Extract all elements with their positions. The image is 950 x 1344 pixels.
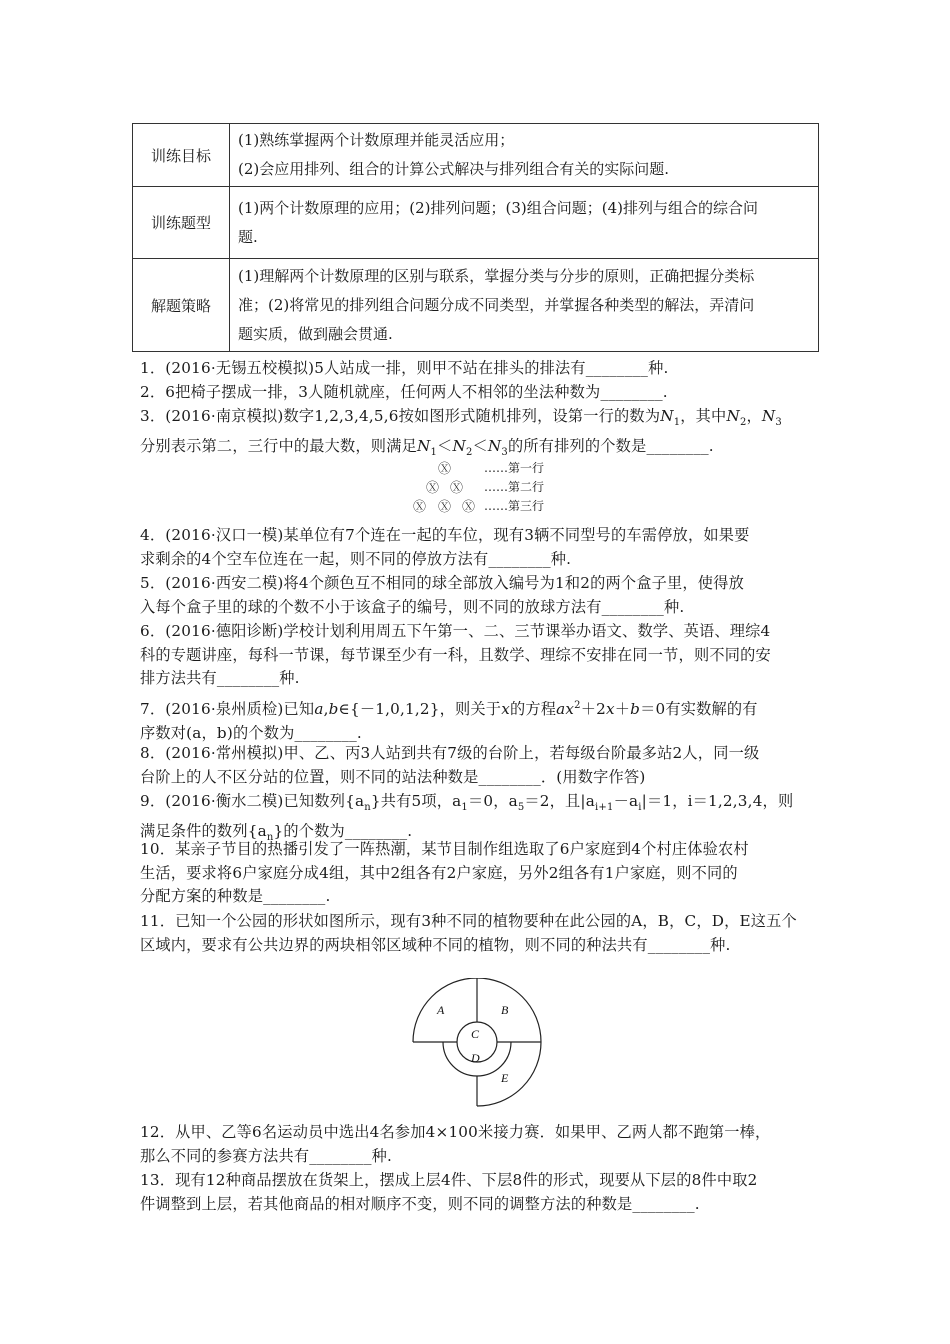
triangle-figure [410,458,570,518]
q9-text: 满足条件的数列{a [140,821,267,840]
intro-content [230,187,819,259]
question-10 [140,838,820,909]
q9-text: }共有5项，a [370,792,462,810]
q-line: 科的专题讲座，每科一节课，每节课至少有一科，且数学、理综不安排在同一节，则不同的安 [140,645,771,664]
q9-text: －a [613,792,639,810]
q7-text: ＝0有实数解的有 [640,700,758,719]
q-line: 入每个盒子里的球的个数不小于该盒子的编号，则不同的放球方法有________种. [140,597,685,616]
q7-text: 序数对(a，b)的个数为________. [140,723,362,742]
q-line: 5．(2016·西安二模)将4个颜色互不相同的球全部放入编号为1和2的两个盒子里，使得放 [140,574,744,592]
question-4 [140,524,820,571]
region-c-label: C [471,1027,480,1041]
number-slot-icon: Ⓧ [450,481,464,496]
number-slot-icon: Ⓧ [438,462,452,477]
question-6 [140,620,820,691]
q-line: 8．(2016·常州模拟)甲、乙、丙3人站到共有7级的台阶上，若每级台阶最多站2人，同一级 [140,744,760,762]
row-label: ……第一行 [484,461,545,475]
q-line: 11．已知一个公园的形状如图所示，现有3种不同的植物要种在此公园的A，B，C，D，E这五个 [140,912,797,930]
q7-text: 的方程 [509,700,557,719]
outer-arc-bottom-right [477,1042,541,1106]
question-12 [140,1121,820,1168]
q9-text: ＝2，且|a [524,792,596,810]
question-2: 2．6把椅子摆成一排，3人随机就座，任何两人不相邻的坐法种数为________. [140,383,668,401]
question-3: 3．(2016·南京模拟)数字1,2,3,4,5,6按如图形式随机排列，设第一行的数为$N_1$，其中$N_2$，$N_3$ 分别表示第二，三行中的最大数，则满足$N_1<N_2<N_3$的所有排列的个数是________. [140,407,782,458]
intro-label: 训练题型 [133,187,230,259]
q-line: 12．从甲、乙等6名运动员中选出4名参加4×100米接力赛．如果甲、乙两人都不跑第一棒， [140,1123,771,1141]
intro-content [230,124,819,187]
q9-text: }的个数为________. [273,821,413,840]
q-line: 那么不同的参赛方法共有________种. [140,1146,393,1165]
number-slot-icon: Ⓧ [462,500,476,515]
q3-var: N [761,407,776,425]
intro-line: (1)理解两个计数原理的区别与联系，掌握分类与分步的原则，正确把握分类标 [238,266,755,285]
intro-table [132,123,819,352]
intro-line: 准；(2)将常见的排列组合问题分成不同类型，并掌握各种类型的解法，弄清问 [238,295,755,314]
q-line: 生活，要求将6户家庭分成4组，其中2组各有2户家庭，另外2组各有1户家庭，则不同的 [140,863,738,882]
intro-row-strategy [133,259,819,352]
number-slot-icon: Ⓧ [413,500,427,515]
q-line: 求剩余的4个空车位连在一起，则不同的停放方法有________种. [140,549,572,568]
q-line: 10．某亲子节目的热播引发了一阵热潮，某节目制作组选取了6户家庭到4个村庄体验农村 [140,840,749,858]
q3-text: ， [746,407,762,425]
question-5 [140,572,820,619]
question-13 [140,1169,820,1216]
region-e-label: E [501,1071,509,1085]
q9-text: 9．(2016·衡水二模)已知数列{a [140,792,365,810]
question-1: 1．(2016·无锡五校模拟)5人站成一排，则甲不站在排头的排法有________种. [140,359,669,377]
question-7: 7．(2016·泉州质检)已知a,b∈{－1,0,1,2}，则关于x的方程$ax^2+2x+b=0$有实数解的有 序数对(a，b)的个数为________. [140,700,758,742]
intro-content [230,259,819,352]
row-label: ……第二行 [484,480,545,494]
q9-text: |＝1，i＝1,2,3,4，则 [641,792,794,810]
question-8 [140,742,820,789]
q7-text: ∈{－1,0,1,2}，则关于 [338,700,502,719]
q-line: 件调整到上层，若其他商品的相对顺序不变，则不同的调整方法的种数是________. [140,1194,700,1213]
intro-row-goal [133,124,819,187]
region-a-label: A [437,1003,445,1017]
q-line: 6．(2016·德阳诊断)学校计划利用周五下午第一、二、三节课举办语文、数学、英语、理综4 [140,622,771,640]
number-slot-icon: Ⓧ [438,500,452,515]
q3-text: ，其中 [680,407,727,425]
q-line: 13．现有12种商品摆放在货架上，摆成上层4件、下层8件的形式，现要从下层的8件中取2 [140,1171,758,1189]
intro-line: (1)熟练掌握两个计数原理并能灵活应用； [238,131,515,149]
q-line: 排方法共有________种. [140,669,300,688]
question-11 [140,910,820,957]
intro-label: 解题策略 [133,259,230,352]
q3-text: 的所有排列的个数是________. [507,436,714,455]
q9-text: ＝0，a [467,792,518,810]
intro-line: 题实质，做到融会贯通. [238,324,393,343]
row-label: ……第三行 [484,499,545,513]
question-9: 9．(2016·衡水二模)已知数列$\{a_n\}$共有5项，$a_1=0$，$a_5=2$，且$|a_{i+1}-a_i|=1$，i＝1,2,3,4，则 满足条件的数列$\{a_n\}$的个数为________. [140,792,794,843]
region-b-label: B [501,1003,509,1017]
q7-text: 7．(2016·泉州质检)已知 [140,700,315,719]
intro-line: (2)会应用排列、组合的计算公式解决与排列组合有关的实际问题. [238,160,670,178]
q3-text: 分别表示第二，三行中的最大数，则满足 [140,436,417,455]
region-d-label: D [471,1051,480,1065]
intro-line: 题. [238,227,258,246]
park-figure [405,978,555,1108]
intro-row-types [133,187,819,259]
q3-var: N [660,407,674,425]
intro-label: 训练目标 [133,124,230,187]
q-line: 4．(2016·汉口一模)某单位有7个连在一起的车位，现有3辆不同型号的车需停放，如果要 [140,526,750,544]
q-line: 分配方案的种数是________. [140,887,331,906]
q3-text: 3．(2016·南京模拟)数字1,2,3,4,5,6按如图形式随机排列，设第一行的数为 [140,407,661,425]
q-line: 区域内，要求有公共边界的两块相邻区域种不同的植物，则不同的种法共有________种. [140,935,731,954]
intro-line: (1)两个计数原理的应用；(2)排列问题；(3)组合问题；(4)排列与组合的综合问 [238,198,758,217]
q-line: 台阶上的人不区分站的位置，则不同的站法种数是________．(用数字作答) [140,767,646,786]
number-slot-icon: Ⓧ [426,481,440,496]
q3-var: N [726,407,740,425]
